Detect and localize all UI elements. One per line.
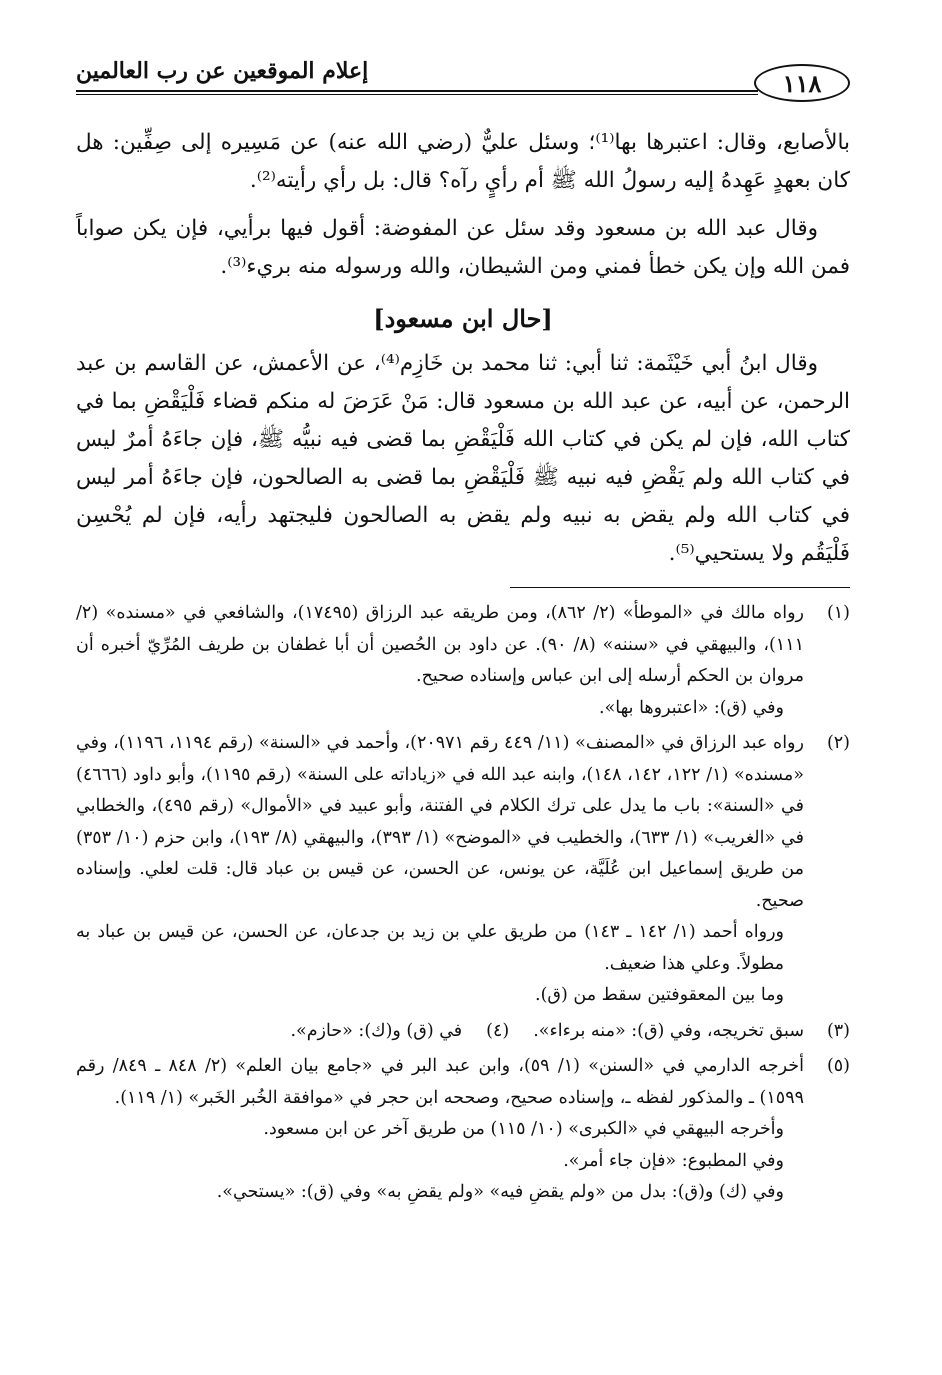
footnote-text: سبق تخريجه، وفي (ق): «منه برءاء». — [533, 1020, 804, 1041]
footnote-extra: وفي (ك) و(ق): بدل من «ولم يقضِ فيه» «ولم يقضِ به» وفي (ق): «يستحي». — [216, 1182, 784, 1202]
main-text — [76, 124, 850, 573]
running-title: إعلام الموقعين عن رب العالمين — [76, 58, 369, 84]
footnote-number: (٤) — [486, 1020, 510, 1041]
footnote-extra: وأخرجه البيهقي في «الكبرى» (١٠/ ١١٥) من طريق آخر عن ابن مسعود. — [263, 1119, 784, 1139]
footnote-extra: ورواه أحمد (١/ ١٤٢ ـ ١٤٣) من طريق علي بن زيد بن جدعان، عن الحسن، عن قيس بن عباد به مطولاً. وعلي هذا ضعيف. — [76, 922, 784, 974]
footnote-3-4 — [76, 1016, 850, 1048]
footnote-extra: وفي (ق): «اعتبروها بها». — [599, 697, 784, 718]
footnote-number: (١) — [826, 603, 850, 623]
footnote-separator — [510, 587, 850, 588]
header-rule-thin — [76, 94, 758, 95]
footnote-5 — [76, 1051, 850, 1209]
footnote-text: في (ق) و(ك): «حازم». — [290, 1020, 463, 1041]
footnote-number: (٥) — [826, 1056, 850, 1076]
paragraph-1: بالأصابع، وقال: اعتبرها بها⁽¹⁾؛ وسئل عليٌّ (رضي الله عنه) عن مَسِيره إلى صِفِّين: هل كان بعهدٍ عَهِدهُ إليه رسولُ الله ﷺ أم رأيٍ رآه؟ قال: بل رأي رأيته⁽²⁾. — [76, 130, 850, 193]
page-number-badge — [754, 64, 850, 102]
footnote-number: (٢) — [826, 733, 850, 753]
footnote-number: (٣) — [826, 1020, 850, 1041]
footnote-extra: وما بين المعقوفتين سقط من (ق). — [535, 985, 784, 1005]
footnotes — [76, 598, 850, 1209]
footnote-2 — [76, 728, 850, 1012]
footnote-text: رواه مالك في «الموطأ» (٢/ ٨٦٢)، ومن طريقه عبد الرزاق (١٧٤٩٥)، والشافعي في «مسنده» (٢/ ١١١)، والبيهقي في «سننه» (٨/ ٩٠). عن داود بن الحُصين أن أبا غطفان بن طريف المُرِّيّ أخبره أن مروان بن الحكم أرسله إلى ابن عباس وإسناده صحيح. — [76, 603, 804, 686]
paragraph-3: وقال ابنُ أبي خَيْثَمة: ثنا أبي: ثنا محمد بن خَازِم⁽⁴⁾، عن الأعمش، عن القاسم بن عبد الرحمن، عن أبيه، عن عبد الله بن مسعود قال: مَنْ عَرَضَ له منكم قضاء فَلْيَقْضِ بما في كتاب الله، فإن لم يكن في كتاب الله فَلْيَقْضِ بما قضى فيه نبيُّه ﷺ، فإن جاءَهُ أمرٌ ليس في كتاب الله ولم يَقْضِ فيه نبيه ﷺ فَلْيَقْضِ بما قضى به الصالحون، فإن جاءَهُ أمر ليس في كتاب الله ولم يقض به نبيه ولم يقض به الصالحون فليجتهد رأيه، فإن لم يُحْسِن فَلْيَقُم ولا يستحيي⁽⁵⁾. — [76, 351, 850, 566]
footnote-text: رواه عبد الرزاق في «المصنف» (١١/ ٤٤٩ رقم ٢٠٩٧١)، وأحمد في «السنة» (رقم ١١٩٤، ١١٩٦)، وفي «مسنده» (١/ ١٢٢، ١٤٢، ١٤٨)، وابنه عبد الله في «زياداته على السنة» (رقم ١١٩٥)، وأبو داود (٤٦٦٦) في «السنة»: باب ما يدل على ترك الكلام في الفتنة، وأبو عبيد في «الأموال» (رقم ٤٩٥)، والخطابي في «الغريب» (١/ ٦٣٣)، والخطيب في «الموضح» (١/ ٣٩٣)، والبيهقي (٨/ ١٩٣)، وابن حزم (١٠/ ٣٥٣) من طريق إسماعيل ابن عُلَيَّة، عن يونس، عن الحسن، عن قيس بن عباد قال: قلت لعلي. وإسناده صحيح. — [76, 733, 805, 911]
footnote-text: أخرجه الدارمي في «السنن» (١/ ٥٩)، وابن عبد البر في «جامع بيان العلم» (٢/ ٨٤٨ ـ ٨٤٩/ رقم ١٥٩٩) ـ والمذكور لفظه ـ، وإسناده صحيح، وصححه ابن حجر في «موافقة الخُبر الخَبر» (١/ ١١٩). — [76, 1056, 804, 1108]
page-header — [76, 50, 850, 102]
page-number: ١١٨ — [782, 68, 822, 98]
paragraph-2: وقال عبد الله بن مسعود وقد سئل عن المفوضة: أقول فيها برأيي، فإن يكن صواباً فمن الله وإن يكن خطأ فمني ومن الشيطان، والله ورسوله منه بريء⁽³⁾. — [76, 216, 850, 279]
footnote-1 — [76, 598, 850, 724]
footnote-extra: وفي المطبوع: «فإن جاء أمر». — [563, 1150, 784, 1171]
header-rule — [76, 90, 758, 92]
book-page — [76, 50, 850, 1213]
section-title: [حال ابن مسعود] — [373, 304, 553, 333]
